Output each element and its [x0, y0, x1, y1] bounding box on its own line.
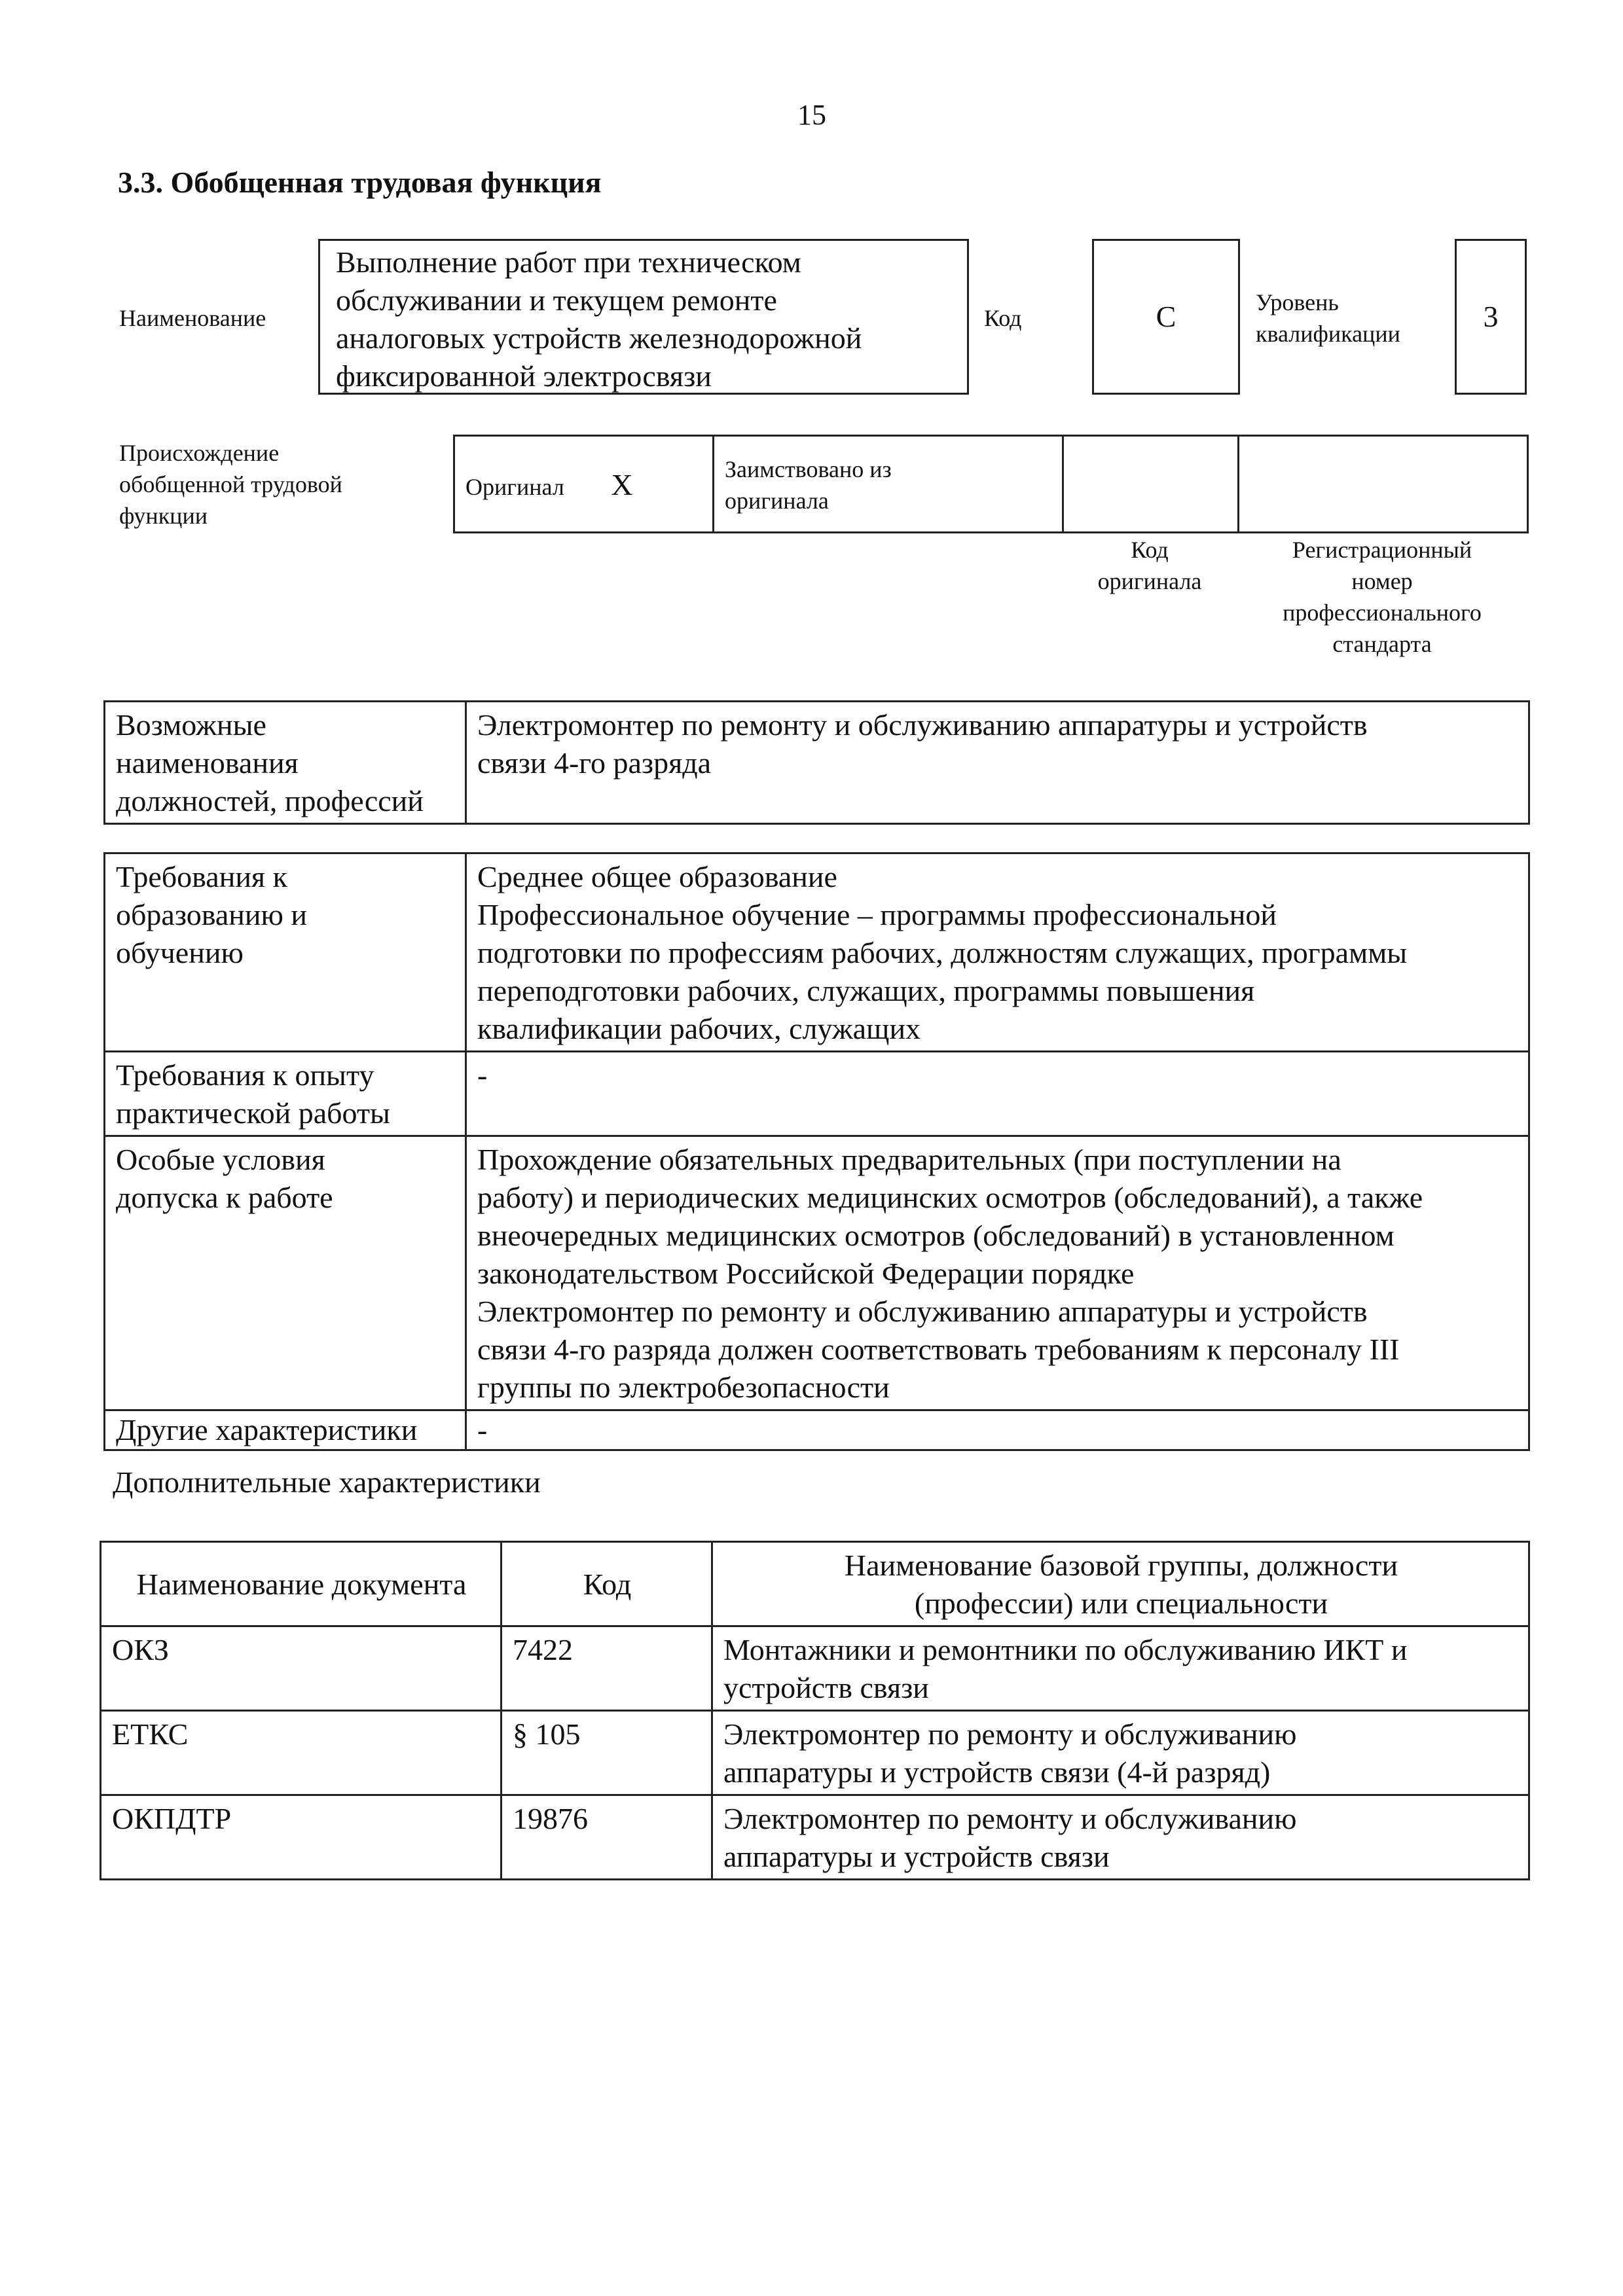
requirements-value: Среднее общее образование Профессиональное обучение – программы профессиональной подготовки по профессиям рабочих, должностям служащих, программы переподготовки рабочих, служащих, программы повышения квалификации рабочих, служащих: [466, 853, 1529, 1052]
original-cell: [454, 436, 714, 533]
page-number: 15: [797, 99, 826, 131]
original-code-cell: [1063, 436, 1239, 533]
original-mark: X: [611, 467, 633, 501]
code-cell: § 105: [501, 1711, 712, 1795]
table-header-row: [101, 1542, 1529, 1626]
name-box: [318, 239, 969, 395]
requirements-value: -: [466, 1052, 1529, 1136]
table-row: [105, 1052, 1529, 1136]
requirements-label: Требования к образованию и обучению: [105, 853, 466, 1052]
header-name: Наименование базовой группы, должности (профессии) или специальности: [712, 1542, 1529, 1626]
code-cell: 19876: [501, 1795, 712, 1880]
table-row: [101, 1711, 1529, 1795]
code-value: C: [1156, 300, 1176, 333]
level-label: Уровень квалификации: [1256, 289, 1400, 347]
doc-cell: ОКПДТР: [101, 1795, 501, 1880]
level-value: 3: [1483, 300, 1499, 333]
requirements-value: Прохождение обязательных предварительных (при поступлении на работу) и периодических медицинских осмотров (обследований), а также внеочередных медицинских осмотров (обследований) в установленном законодательством Российской Федерации порядке Электромонтер по ремонту и обслуживанию аппаратуры и устройств связи 4-го разряда должен соответствовать требованиям к персоналу III группы по электробезопасности: [466, 1136, 1529, 1410]
requirements-table: [103, 852, 1530, 1451]
code-cell: 7422: [501, 1626, 712, 1711]
header-doc: Наименование документа: [101, 1542, 501, 1626]
code-box: [1092, 239, 1240, 395]
positions-table: [103, 700, 1530, 825]
level-box: [1455, 239, 1527, 395]
table-row: [105, 853, 1529, 1052]
additional-title: Дополнительные характеристики: [113, 1465, 541, 1499]
code-label: Код: [984, 305, 1022, 331]
reg-number-cell: [1239, 436, 1528, 533]
additional-table: [100, 1541, 1530, 1880]
name-cell: Монтажники и ремонтники по обслуживанию ИКТ и устройств связи: [712, 1626, 1529, 1711]
name-line: аналоговых устройств железнодорожной: [336, 321, 862, 355]
doc-cell: ЕТКС: [101, 1711, 501, 1795]
name-line: фиксированной электросвязи: [336, 359, 712, 393]
original-label: Оригинал: [465, 473, 564, 500]
header-code: Код: [501, 1542, 712, 1626]
doc-cell: ОКЗ: [101, 1626, 501, 1711]
reg-caption: Регистрационный номер профессионального стандарта: [1283, 537, 1482, 657]
table-row: [105, 1136, 1529, 1410]
name-label: Наименование: [119, 305, 266, 331]
origin-label: Происхождение обобщенной трудовой функции: [119, 440, 342, 529]
requirements-value: -: [466, 1410, 1529, 1450]
borrowed-cell: Заимствовано из оригинала: [714, 436, 1063, 533]
name-line: Выполнение работ при техническом: [336, 245, 801, 279]
requirements-label: Требования к опыту практической работы: [105, 1052, 466, 1136]
requirements-label: Другие характеристики: [105, 1410, 466, 1450]
table-row: [101, 1795, 1529, 1880]
name-cell: Электромонтер по ремонту и обслуживанию аппаратуры и устройств связи: [712, 1795, 1529, 1880]
positions-value: Электромонтер по ремонту и обслуживанию аппаратуры и устройств связи 4-го разряда: [466, 702, 1529, 824]
table-row: [105, 1410, 1529, 1450]
section-title: 3.3. Обобщенная трудовая функция: [118, 166, 602, 199]
requirements-label: Особые условия допуска к работе: [105, 1136, 466, 1410]
table-row: [101, 1626, 1529, 1711]
origin-table: [453, 435, 1529, 533]
code-caption: Код оригинала: [1097, 537, 1202, 594]
name-cell: Электромонтер по ремонту и обслуживанию аппаратуры и устройств связи (4-й разряд): [712, 1711, 1529, 1795]
name-line: обслуживании и текущем ремонте: [336, 283, 777, 317]
positions-label: Возможные наименования должностей, профессий: [105, 702, 466, 824]
